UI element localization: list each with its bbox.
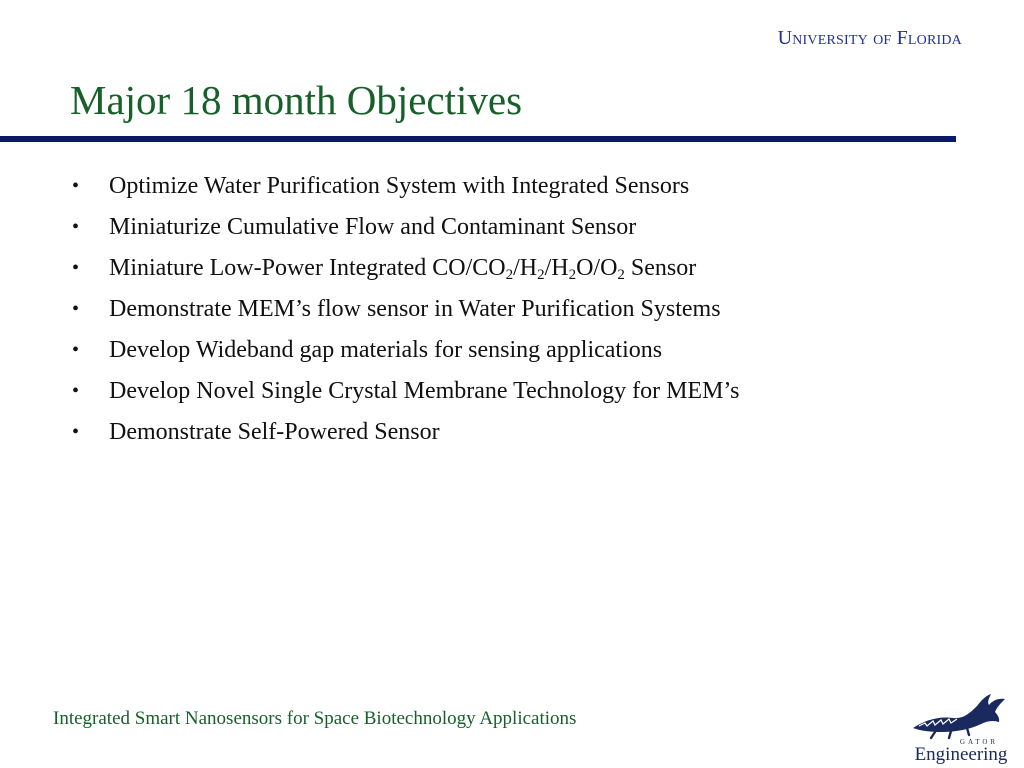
objective-text-part: Miniature Low-Power Integrated CO/CO	[109, 255, 506, 281]
gator-engineering-logo-icon	[905, 688, 1017, 764]
objective-text: Optimize Water Purification System with Integrated Sensors	[109, 173, 690, 199]
university-name: University of Florida	[777, 27, 962, 49]
title-divider	[0, 136, 956, 142]
objective-item	[72, 414, 739, 455]
objective-item	[72, 373, 739, 414]
bullet-icon: •	[72, 339, 80, 361]
logo-text: Engineering	[914, 744, 1008, 764]
subscript: 2	[568, 267, 577, 283]
bullet-icon: •	[72, 216, 80, 238]
bullet-icon: •	[72, 257, 80, 279]
page-title: Major 18 month Objectives	[70, 77, 523, 123]
objective-text: Miniaturize Cumulative Flow and Contaminant Sensor	[109, 214, 637, 240]
objective-text: Demonstrate Self-Powered Sensor	[109, 419, 440, 445]
objective-item	[72, 209, 739, 250]
objective-text: Develop Wideband gap materials for sensing applications	[109, 337, 663, 363]
objective-text-part: Sensor	[624, 255, 697, 281]
objective-text: Develop Novel Single Crystal Membrane Technology for MEM’s	[109, 378, 740, 404]
objective-text-part: /H	[544, 255, 569, 281]
bullet-icon: •	[72, 380, 80, 402]
logo-small-text: GATOR	[959, 738, 999, 746]
objective-text-part: /H	[513, 255, 538, 281]
objective-item	[72, 332, 739, 373]
objective-item	[72, 291, 739, 332]
bullet-icon: •	[72, 175, 80, 197]
subscript: 2	[617, 267, 625, 283]
objectives-list	[72, 168, 739, 455]
bullet-icon: •	[72, 421, 80, 443]
objective-item	[72, 168, 739, 209]
bullet-icon: •	[72, 298, 80, 320]
subscript: 2	[537, 267, 545, 283]
objective-text-part: O/O	[576, 255, 618, 281]
objective-item	[72, 250, 739, 291]
objective-text	[109, 255, 696, 281]
footer-text: Integrated Smart Nanosensors for Space Biotechnology Applications	[53, 708, 577, 729]
subscript: 2	[505, 267, 514, 283]
objective-text: Demonstrate MEM’s flow sensor in Water Purification Systems	[109, 296, 721, 322]
